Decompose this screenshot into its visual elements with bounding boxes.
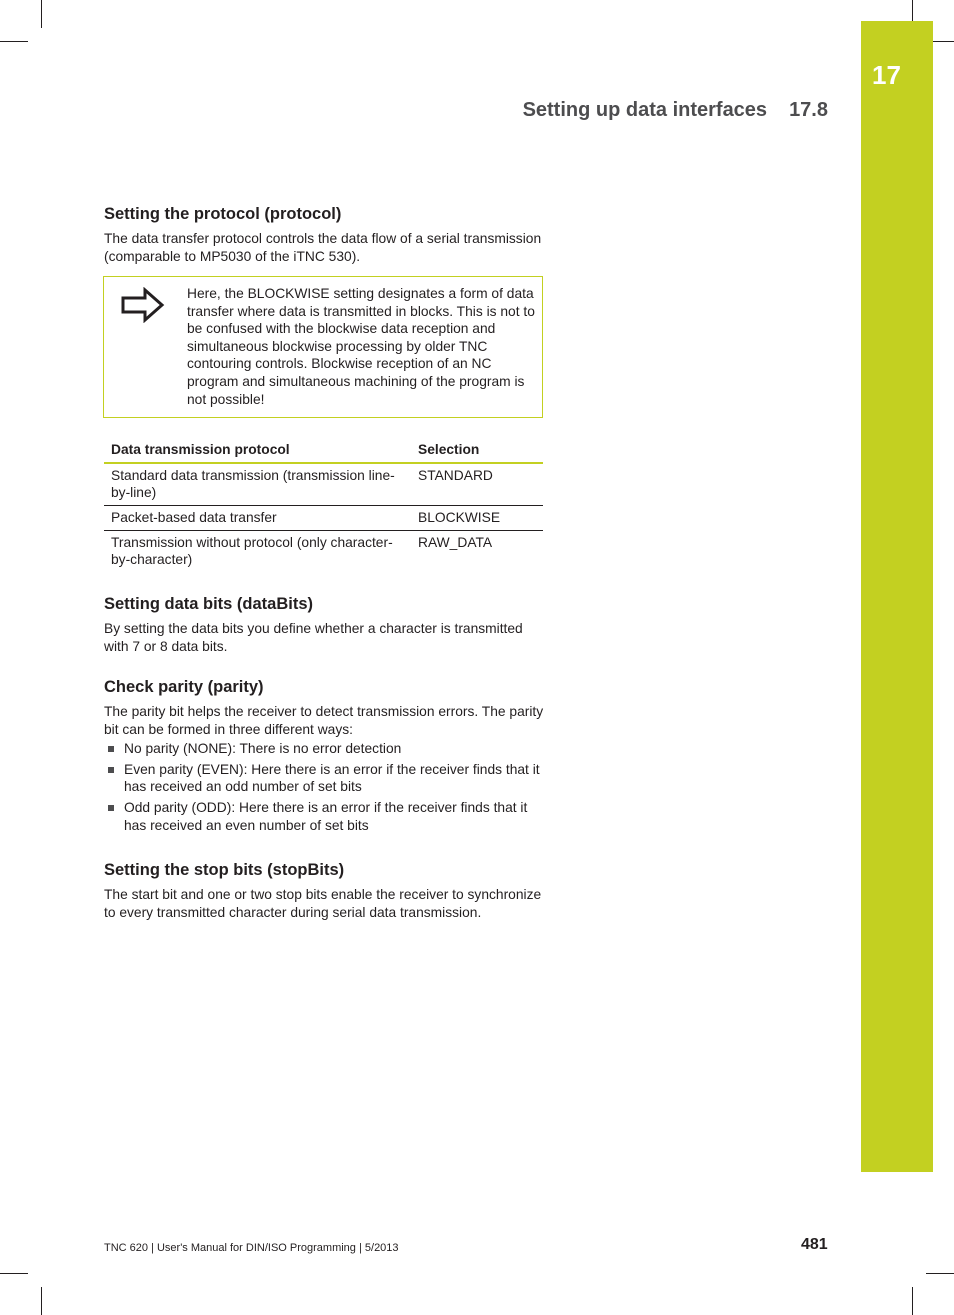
protocol-body: The data transfer protocol controls the data flow of a serial transmission (comparable to MP5030 of the iTNC 530).	[104, 231, 542, 264]
crop-mark	[0, 41, 28, 42]
running-head-title: Setting up data interfaces	[522, 99, 768, 121]
databits-section	[104, 595, 544, 655]
stopbits-heading: Setting the stop bits (stopBits)	[104, 861, 345, 879]
running-head-section: 17.8	[789, 99, 828, 121]
parity-body: The parity bit helps the receiver to detect transmission errors. The parity bit can be formed in three different ways:	[104, 704, 544, 737]
list-item-text: Odd parity (ODD): Here there is an error if the receiver finds that it has received an even number of set bits	[124, 799, 528, 833]
arrow-right-icon	[120, 287, 166, 328]
list-item-text: Even parity (EVEN): Here there is an error if the receiver finds that it has received an odd number of set bits	[124, 761, 540, 795]
table-header: Selection	[411, 439, 543, 463]
parity-section	[104, 678, 544, 837]
table-header-row	[104, 439, 543, 463]
table-header: Data transmission protocol	[104, 439, 411, 463]
table-cell: BLOCKWISE	[411, 506, 543, 531]
note-box	[103, 276, 543, 418]
table-row	[104, 463, 543, 506]
list-item	[104, 799, 544, 834]
note-text: Here, the BLOCKWISE setting designates a form of data transfer where data is transmitted in blocks. This is not to be confused with the blockwise data reception and simultaneous blockwise processing by older TNC contouring controls. Blockwise reception of an NC program and simultaneous machining of the program is not possible!	[187, 286, 535, 407]
stopbits-section	[104, 861, 544, 921]
parity-heading: Check parity (parity)	[104, 678, 264, 696]
table-cell: RAW_DATA	[418, 535, 493, 550]
crop-mark	[926, 1273, 954, 1274]
footer-text: TNC 620 | User's Manual for DIN/ISO Programming | 5/2013	[104, 1242, 399, 1254]
list-item-text: No parity (NONE): There is no error detection	[124, 741, 402, 757]
bullet-square-icon	[108, 805, 114, 811]
table-cell: Transmission without protocol (only character-by-character)	[111, 535, 393, 567]
list-item	[104, 740, 544, 758]
stopbits-body: The start bit and one or two stop bits enable the receiver to synchronize to every transmitted character during serial data transmission.	[104, 887, 542, 920]
table-cell: STANDARD	[411, 463, 543, 506]
databits-body: By setting the data bits you define whether a character is transmitted with 7 or 8 data bits.	[104, 621, 523, 654]
parity-list	[104, 740, 544, 834]
protocol-table	[104, 439, 543, 572]
protocol-section	[104, 205, 544, 265]
databits-heading: Setting data bits (dataBits)	[104, 595, 314, 613]
crop-mark	[912, 1287, 913, 1315]
bullet-square-icon	[108, 767, 114, 773]
table-cell: Packet-based data transfer	[104, 506, 411, 531]
table-row	[104, 531, 543, 573]
protocol-heading: Setting the protocol (protocol)	[104, 205, 342, 223]
table-cell: Standard data transmission (transmission line-by-line)	[104, 463, 411, 506]
running-head	[523, 99, 828, 122]
chapter-number: 17	[872, 60, 901, 90]
bullet-square-icon	[108, 746, 114, 752]
crop-mark	[41, 1287, 42, 1315]
chapter-tab	[861, 21, 933, 1172]
list-item	[104, 761, 544, 796]
page-number: 481	[801, 1236, 828, 1253]
table-row	[104, 506, 543, 531]
crop-mark	[41, 0, 42, 28]
crop-mark	[0, 1273, 28, 1274]
